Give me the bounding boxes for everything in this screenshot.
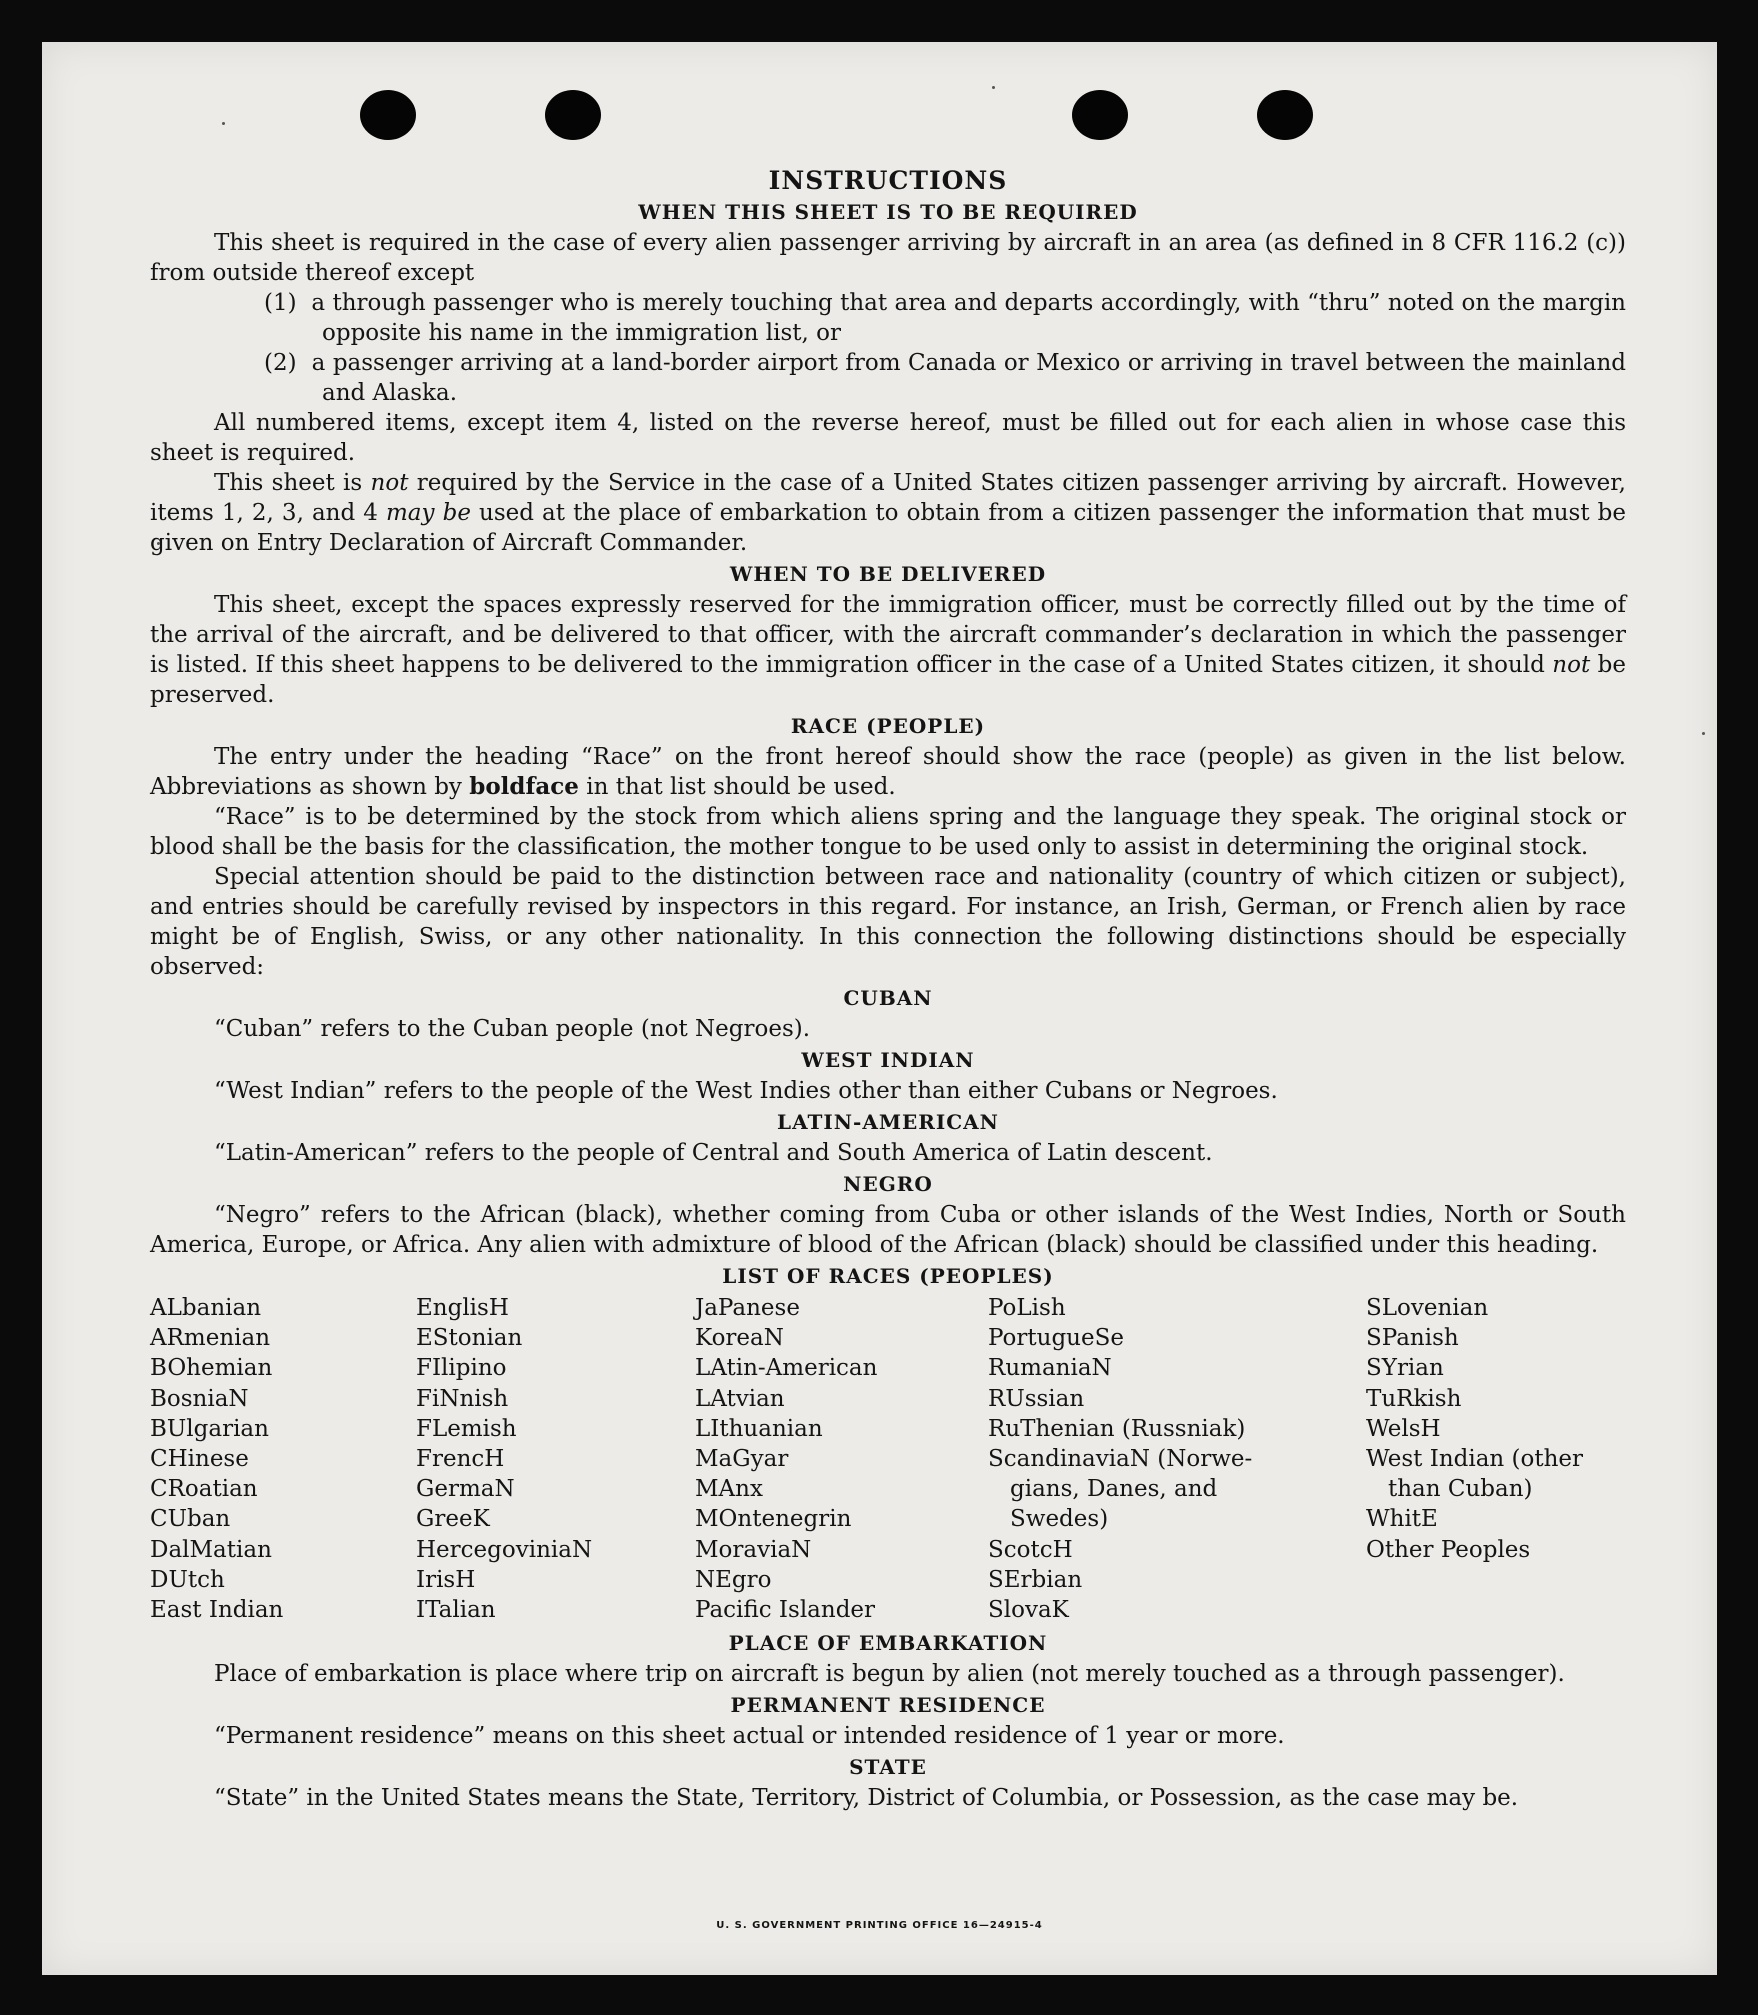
paragraph-citizen <box>150 468 1626 558</box>
paragraph-state: “State” in the United States means the State, Territory, District of Columbia, or Possession, as the case may be. <box>214 1785 1519 1811</box>
emphasis-text: not <box>1552 652 1591 678</box>
race-entry: ScotcH <box>988 1536 1073 1563</box>
race-entry: LAtin-American <box>695 1355 878 1382</box>
race-entry: IrisH <box>416 1566 476 1593</box>
paragraph-required: This sheet is required in the case of every alien passenger arriving by aircraft in an area (as defined in 8 CFR 116.2 (c)) from outside thereof except <box>150 230 1626 286</box>
heading-when-required: WHEN THIS SHEET IS TO BE REQUIRED <box>638 200 1138 224</box>
paragraph-west-indian: “West Indian” refers to the people of the West Indies other than either Cubans or Negroes. <box>214 1078 1278 1104</box>
race-column-3 <box>695 1293 877 1625</box>
paragraph-numbered-items: All numbered items, except item 4, listed on the reverse hereof, must be filled out for each alien in whose case this sheet is required. <box>150 410 1626 466</box>
paragraph-race-stock: “Race” is to be determined by the stock from which aliens spring and the language they speak. The original stock or blood shall be the basis for the classification, the mother tongue to be used only to assist in determining the original stock. <box>150 804 1626 860</box>
race-entry: gians, Danes, and <box>1010 1476 1218 1503</box>
race-entry: LIthuanian <box>695 1415 823 1442</box>
race-entry: EStonian <box>416 1325 523 1352</box>
race-entry: MAnx <box>695 1476 763 1503</box>
bold-text: boldface <box>469 773 579 800</box>
paragraph-delivered <box>150 590 1626 710</box>
race-entry: JaPanese <box>695 1295 800 1321</box>
race-entry: ScandinaviaN (Norwe- <box>988 1446 1253 1473</box>
race-entry: PoLish <box>988 1295 1066 1321</box>
race-entry: GreeK <box>416 1506 490 1533</box>
heading-list-of-races: LIST OF RACES (PEOPLES) <box>722 1264 1054 1288</box>
text-run: used at the place of embarkation to obtain from a citizen passenger the information that must be given on Entry Declaration of Aircraft Commander. <box>150 500 1627 556</box>
race-entry: MOntenegrin <box>695 1506 852 1533</box>
race-entry: DUtch <box>150 1566 225 1593</box>
race-entry: than Cuban) <box>1388 1476 1533 1503</box>
race-column-1 <box>150 1293 283 1625</box>
race-entry: BUlgarian <box>150 1415 269 1442</box>
heading-race: RACE (PEOPLE) <box>790 714 986 738</box>
exception-item-1 <box>150 288 1626 348</box>
race-entry: SPanish <box>1366 1325 1459 1352</box>
race-entry: KoreaN <box>695 1325 784 1352</box>
race-entry: SYrian <box>1366 1355 1444 1382</box>
heading-permanent-residence: PERMANENT RESIDENCE <box>730 1693 1046 1717</box>
race-entry: GermaN <box>416 1476 515 1503</box>
race-entry: HercegoviniaN <box>416 1536 593 1563</box>
text-run: This sheet, except the spaces expressly reserved for the immigration officer, must be correctly filled out by the time of the arrival of the aircraft, and be delivered to that officer, with the aircraft commander’s declaration in which the passenger is listed. If this sheet happens to be delivered to the immigration officer in the case of a United States citizen, it should <box>150 592 1626 678</box>
text-run: This sheet is <box>214 470 371 496</box>
race-entry: EnglisH <box>416 1295 509 1321</box>
paragraph-negro: “Negro” refers to the African (black), whether coming from Cuba or other islands of the West Indies, North or South America, Europe, or Africa. Any alien with admixture of blood of the African (black) should be classified under this heading. <box>150 1202 1626 1258</box>
heading-place-of-embarkation: PLACE OF EMBARKATION <box>728 1631 1048 1655</box>
race-entry: ARmenian <box>150 1325 271 1352</box>
race-entry: West Indian (other <box>1366 1446 1584 1473</box>
race-entry: MoraviaN <box>695 1536 812 1563</box>
race-entry: ITalian <box>416 1597 496 1624</box>
race-entry: CHinese <box>150 1446 249 1473</box>
race-entry: SlovaK <box>988 1597 1069 1624</box>
race-entry: RUssian <box>988 1385 1085 1412</box>
race-column-5 <box>1366 1293 1583 1565</box>
text-run: in that list should be used. <box>578 774 896 800</box>
heading-state: STATE <box>849 1755 927 1779</box>
heading-negro: NEGRO <box>843 1172 933 1196</box>
race-column-4 <box>988 1293 1252 1625</box>
page-title: INSTRUCTIONS <box>768 166 1008 195</box>
race-entry: NEgro <box>695 1566 772 1593</box>
text-run: be preserved. <box>150 652 1626 708</box>
race-entry: East Indian <box>150 1597 284 1624</box>
race-entry: FLemish <box>416 1415 517 1442</box>
race-list <box>150 1293 1626 1627</box>
paragraph-cuban: “Cuban” refers to the Cuban people (not Negroes). <box>214 1016 811 1042</box>
race-entry: FIlipino <box>416 1355 507 1382</box>
exception-item-2 <box>150 348 1626 408</box>
item-text: a through passenger who is merely touching that area and departs accordingly, with “thru” noted on the margin opposite his name in the immigration list, or <box>311 290 1626 346</box>
ink-speck <box>1702 732 1705 735</box>
heading-west-indian: WEST INDIAN <box>801 1048 975 1072</box>
paragraph-race-special: Special attention should be paid to the distinction between race and nationality (country of which citizen or subject), and entries should be carefully revised by inspectors in this regard. For instance, an Irish, German, or French alien by race might be of English, Swiss, or any other nationality. In this connection the following distinctions should be especially observed: <box>150 864 1626 980</box>
race-entry: SLovenian <box>1366 1295 1489 1321</box>
race-entry: CRoatian <box>150 1476 258 1503</box>
race-entry: MaGyar <box>695 1446 789 1473</box>
emphasis-text: may be <box>386 500 471 526</box>
item-number: (1) <box>264 290 297 316</box>
paragraph-permanent-residence: “Permanent residence” means on this sheet actual or intended residence of 1 year or more. <box>214 1723 1285 1749</box>
form-sheet <box>42 42 1717 1975</box>
heading-when-delivered: WHEN TO BE DELIVERED <box>729 562 1047 586</box>
race-entry: LAtvian <box>695 1385 785 1412</box>
ink-speck <box>992 86 995 89</box>
race-entry: Pacific Islander <box>695 1597 876 1624</box>
text-run: required by the Service in the case of a United States citizen passenger arriving by aircraft. However, items 1, 2, 3, and 4 <box>150 470 1626 526</box>
race-entry: RumaniaN <box>988 1355 1112 1382</box>
paragraph-latin-american: “Latin-American” refers to the people of Central and South America of Latin descent. <box>214 1140 1213 1166</box>
instructions-body <box>150 122 1626 1813</box>
paragraph-race-entry <box>150 742 1626 802</box>
race-entry: CUban <box>150 1506 231 1533</box>
race-entry: BosniaN <box>150 1385 249 1412</box>
race-entry: WhitE <box>1366 1506 1438 1533</box>
heading-cuban: CUBAN <box>843 986 933 1010</box>
race-entry: PortugueSe <box>988 1325 1124 1352</box>
printing-office-imprint: U. S. GOVERNMENT PRINTING OFFICE 16—24915-4 <box>716 1920 1043 1931</box>
race-entry: WelsH <box>1366 1415 1441 1442</box>
race-entry: FiNnish <box>416 1385 509 1412</box>
race-column-2 <box>416 1293 592 1625</box>
race-entry: ALbanian <box>150 1295 262 1321</box>
emphasis-text: not <box>370 470 409 496</box>
race-entry: RuThenian (Russniak) <box>988 1415 1246 1442</box>
text-run: The entry under the heading “Race” on the front hereof should show the race (people) as given in the list below. Abbreviations as shown by <box>150 744 1626 800</box>
race-entry: TuRkish <box>1366 1385 1462 1412</box>
heading-latin-american: LATIN-AMERICAN <box>777 1110 999 1134</box>
item-number: (2) <box>264 350 297 376</box>
race-entry: Other Peoples <box>1366 1536 1531 1563</box>
race-entry: Swedes) <box>1010 1506 1109 1533</box>
race-entry: SErbian <box>988 1566 1083 1593</box>
paragraph-embarkation: Place of embarkation is place where trip on aircraft is begun by alien (not merely touched as a through passenger). <box>214 1661 1565 1687</box>
race-entry: FrencH <box>416 1446 505 1473</box>
race-entry: BOhemian <box>150 1355 273 1382</box>
item-text: a passenger arriving at a land-border airport from Canada or Mexico or arriving in travel between the mainland and Alaska. <box>311 350 1627 406</box>
race-entry: DalMatian <box>150 1536 272 1563</box>
